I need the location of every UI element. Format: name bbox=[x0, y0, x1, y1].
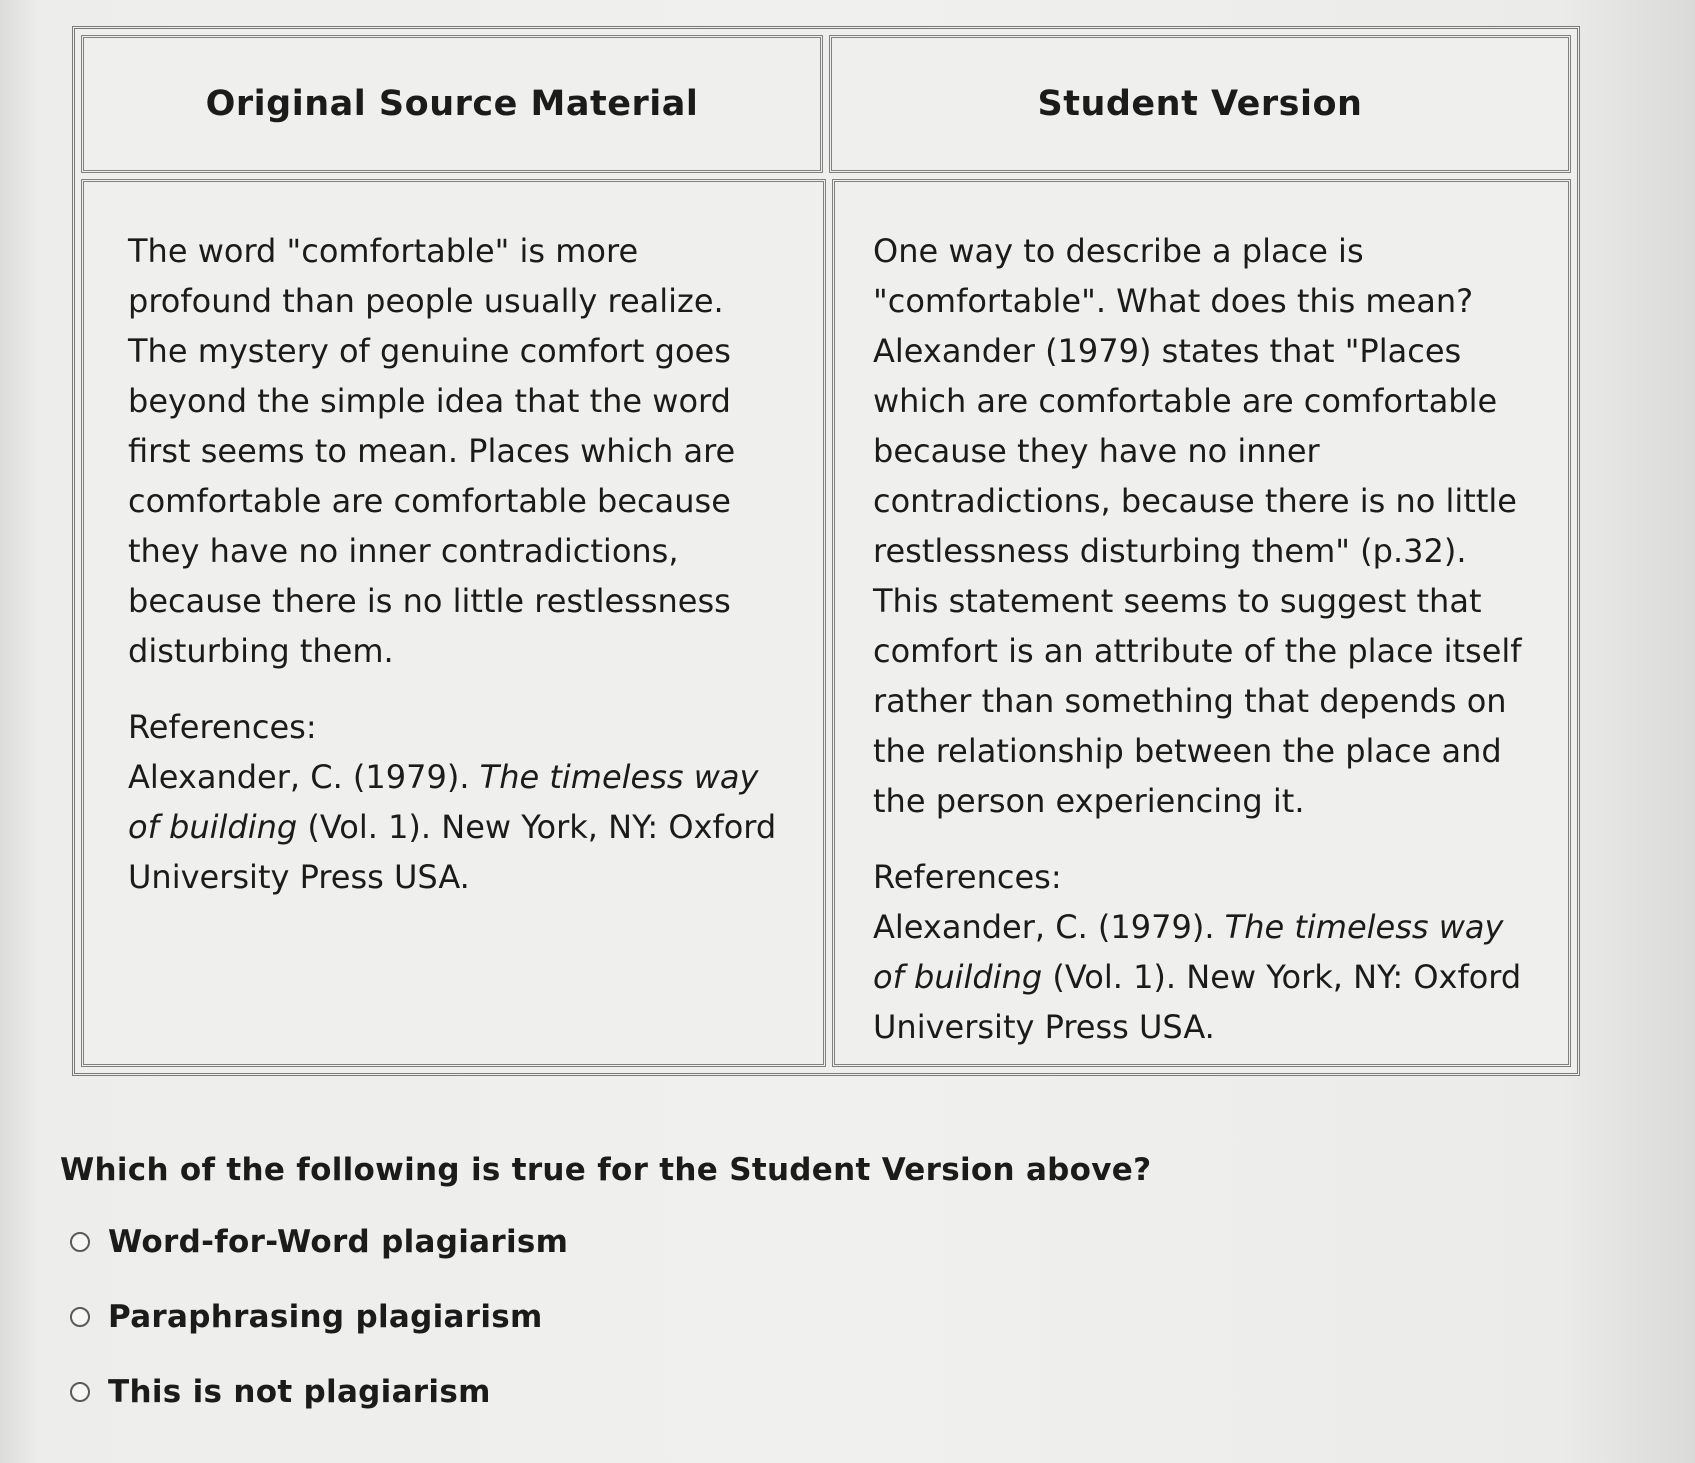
student-passage: One way to describe a place is "comfortable". What does this mean? Alexander (1979) states that "Places which are comfortable are comfortable because they have no inner contradictions, because there is no little restlessness disturbing them" (p.32). This statement seems to suggest that comfort is an attribute of the place itself rather than something that depends on the relationship between the place and the person experiencing it. bbox=[873, 232, 1522, 820]
option-label[interactable]: This is not plagiarism bbox=[108, 1374, 491, 1410]
radio-button[interactable] bbox=[70, 1232, 90, 1252]
option-word-for-word[interactable] bbox=[70, 1222, 568, 1262]
student-references bbox=[873, 852, 1532, 1052]
original-source-cell bbox=[81, 179, 826, 1067]
student-citation-publisher: (Vol. 1). New York, NY: Oxford University Press USA. bbox=[873, 958, 1522, 1046]
student-citation-author: Alexander, C. (1979). bbox=[873, 908, 1225, 946]
table-body-row bbox=[81, 179, 1571, 1067]
answer-options bbox=[70, 1222, 568, 1447]
radio-button[interactable] bbox=[70, 1382, 90, 1402]
table-header-row bbox=[81, 35, 1571, 173]
original-references-heading: References: bbox=[128, 708, 317, 746]
original-references bbox=[128, 702, 787, 902]
original-citation-publisher: (Vol. 1). New York, NY: Oxford University Press USA. bbox=[128, 808, 777, 896]
option-paraphrasing[interactable] bbox=[70, 1297, 568, 1337]
original-source-header: Original Source Material bbox=[81, 35, 823, 173]
student-references-heading: References: bbox=[873, 858, 1062, 896]
student-version-header: Student Version bbox=[829, 35, 1571, 173]
original-citation-title: The timeless way of building bbox=[128, 758, 759, 846]
option-not-plagiarism[interactable] bbox=[70, 1372, 568, 1412]
option-label[interactable]: Word-for-Word plagiarism bbox=[108, 1224, 569, 1260]
original-passage: The word "comfortable" is more profound than people usually realize. The mystery of genuine comfort goes beyond the simple idea that the word first seems to mean. Places which are comfortable are comfortable because they have no inner contradictions, because there is no little restlessness disturbing them. bbox=[128, 232, 736, 670]
student-citation bbox=[873, 902, 1532, 1052]
option-label[interactable]: Paraphrasing plagiarism bbox=[108, 1299, 543, 1335]
radio-button[interactable] bbox=[70, 1307, 90, 1327]
student-version-cell bbox=[832, 179, 1571, 1067]
student-citation-title: The timeless way of building bbox=[873, 908, 1504, 996]
original-citation-author: Alexander, C. (1979). bbox=[128, 758, 480, 796]
original-citation bbox=[128, 752, 787, 902]
question-prompt: Which of the following is true for the Student Version above? bbox=[60, 1152, 1152, 1188]
comparison-table bbox=[72, 26, 1580, 1076]
